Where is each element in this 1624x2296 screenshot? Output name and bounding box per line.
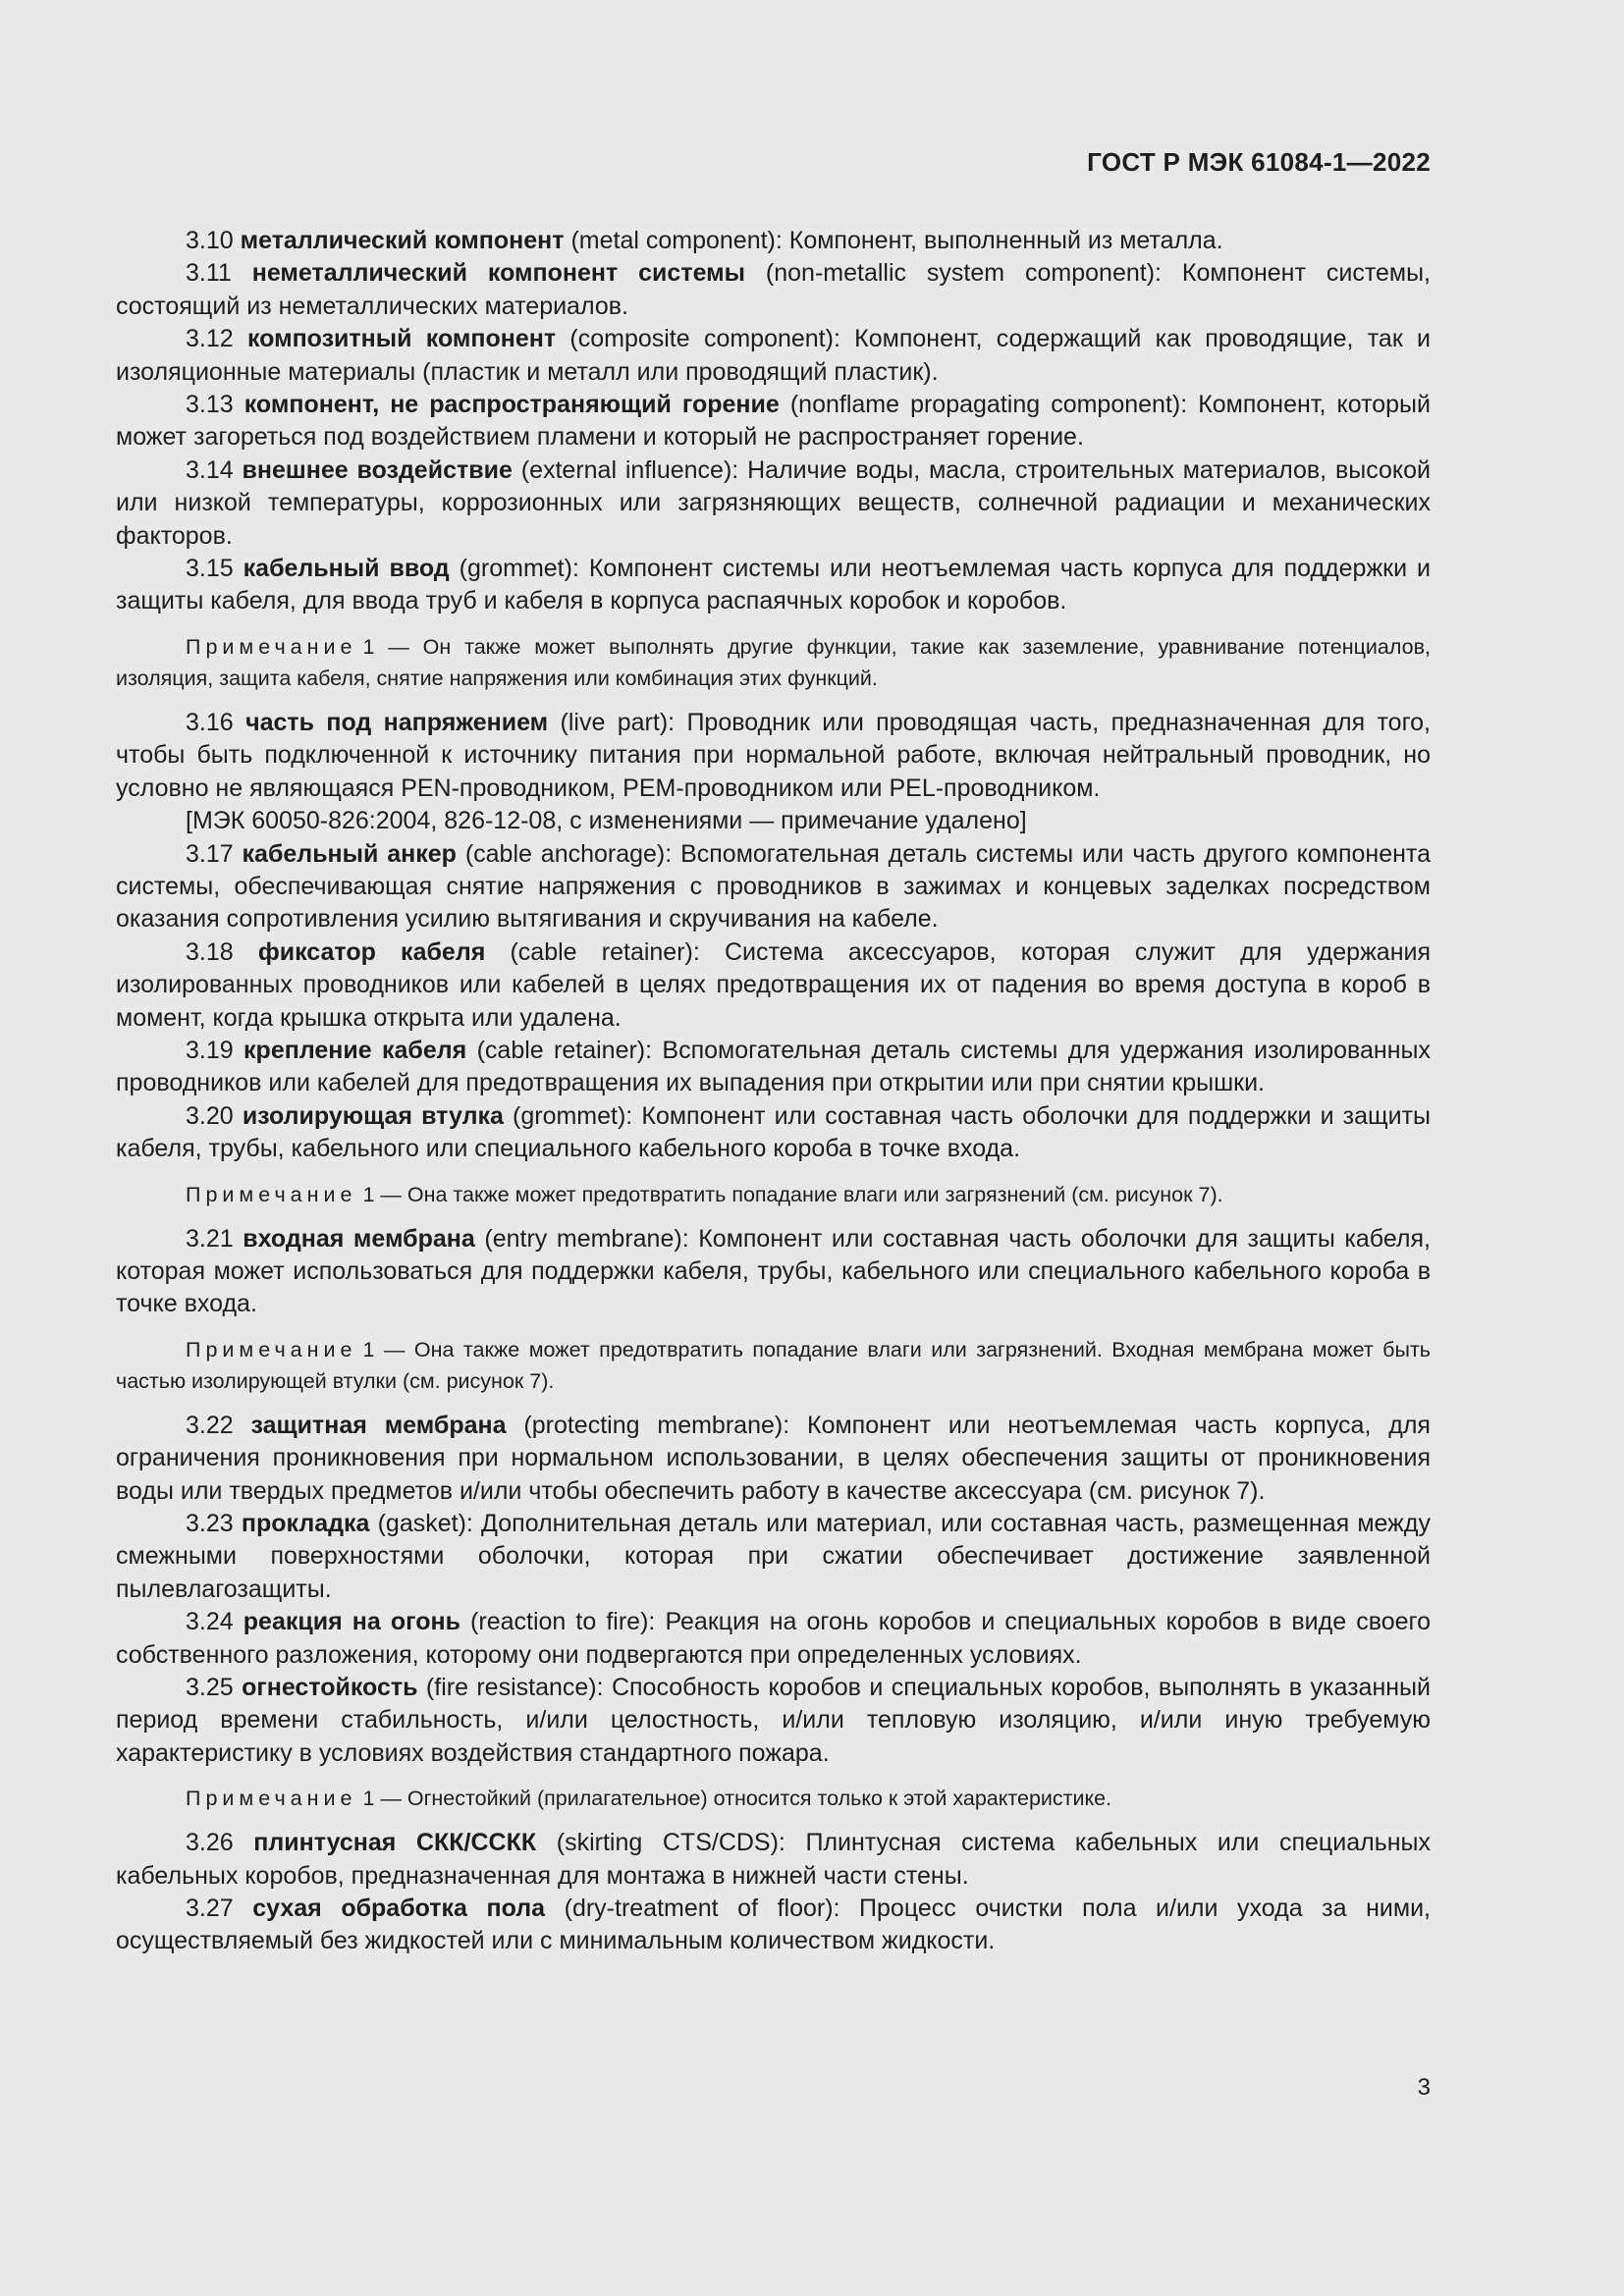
term-name: крепление кабеля: [244, 1036, 467, 1064]
term-name: неметаллический компонент системы: [251, 259, 745, 288]
term-name: кабельный ввод: [243, 555, 450, 583]
term-3-17: 3.17 кабельный анкер (cable anchorage): Вспомогательная деталь системы или часть другого компонента системы, обеспечивающая снятие напряжения с проводников в зажимах и концевых заделках посредством оказания сопротивления усилию вытягивания и скручивания на кабеле.: [116, 839, 1431, 934]
term-name: компонент, не распространяющий горение: [244, 391, 780, 419]
term-name: изолирующая втулка: [242, 1101, 504, 1130]
note-label: Примечание: [186, 1182, 357, 1206]
reference-3-16: [МЭК 60050-826:2004, 826-12-08, с изменениями — примечание удалено]: [186, 807, 1027, 835]
term-3-11: 3.11 неметаллический компонент системы (non-metallic system component): Компонент системы, состоящий из неметаллических материалов.: [116, 259, 1431, 320]
document-code-header: ГОСТ Р МЭК 61084-1—2022: [1087, 147, 1431, 177]
term-name: металлический компонент: [240, 227, 565, 254]
term-name: прокладка: [241, 1510, 370, 1537]
term-3-27: 3.27 сухая обработка пола (dry-treatment of floor): Процесс очистки пола и/или ухода за ними, осуществляемый без жидкостей или с минимальным количеством жидкости.: [116, 1895, 1431, 1955]
term-name: внешнее воздействие: [242, 455, 513, 484]
page-number: 3: [1417, 2074, 1431, 2101]
term-3-26: 3.26 плинтусная СКК/ССКК (skirting CTS/CDS): Плинтусная система кабельных или специальных кабельных коробов, предназначенная для монтажа в нижней части стены.: [116, 1829, 1431, 1890]
term-3-25: 3.25 огнестойкость (fire resistance): Способность коробов и специальных коробов, выполнять в указанный период времени стабильность, и/или целостность, и/или тепловую изоляцию, и/или иную требуемую характеристику в условиях воздействия стандартного пожара.: [116, 1674, 1431, 1767]
note-3-21: Примечание 1 — Она также может предотвратить попадание влаги или загрязнений. Входная мембрана может быть частью изолирующей втулки (см. рисунок 7).: [116, 1337, 1431, 1393]
note-label: Примечание: [186, 1337, 357, 1362]
note-label: Примечание: [186, 1787, 357, 1811]
term-name: кабельный анкер: [242, 839, 457, 868]
term-name: часть под напряжением: [245, 708, 549, 736]
note-3-25: Примечание 1 — Огнестойкий (прилагательное) относится только к этой характеристике.: [186, 1787, 1112, 1811]
term-3-24: 3.24 реакция на огонь (reaction to fire): Реакция на огонь коробов и специальных коробов в виде своего собственного разложения, которому они подвергаются при определенных условиях.: [116, 1608, 1431, 1669]
term-name: защитная мембрана: [250, 1411, 507, 1439]
term-3-21: 3.21 входная мембрана (entry membrane): Компонент или составная часть оболочки для защиты кабеля, которая может использоваться для поддержки кабеля, трубы, кабельного или специального кабельного короба в точке входа.: [116, 1224, 1431, 1318]
term-3-10: 3.10 металлический компонент (metal component): Компонент, выполненный из металла.: [186, 227, 1223, 254]
note-3-20: Примечание 1 — Она также может предотвратить попадание влаги или загрязнений (см. рисунок 7).: [186, 1182, 1223, 1206]
note-3-15: Примечание 1 — Он также может выполнять другие функции, такие как заземление, уравнивание потенциалов, изоляция, защита кабеля, снятие напряжения или комбинация этих функций.: [116, 634, 1431, 690]
term-3-22: 3.22 защитная мембрана (protecting membrane): Компонент или неотъемлемая часть корпуса, для ограничения проникновения при нормальном использовании, в целях обеспечения защиты от проникновения воды или твердых предметов и/или чтобы обеспечить работу в качестве аксессуара (см. рисунок 7).: [116, 1411, 1431, 1505]
note-label: Примечание: [186, 634, 357, 659]
term-3-23: 3.23 прокладка (gasket): Дополнительная деталь или материал, или составная часть, размещенная между смежными поверхностями оболочки, которая при сжатии обеспечивает достижение заявленной пылевлагозащиты.: [116, 1510, 1431, 1603]
term-3-15: 3.15 кабельный ввод (grommet): Компонент системы или неотъемлемая часть корпуса для поддержки и защиты кабеля, для ввода труб и кабеля в корпуса распаячных коробок и коробов.: [116, 555, 1432, 615]
term-name: реакция на огонь: [243, 1608, 460, 1636]
term-3-19: 3.19 крепление кабеля (cable retainer): Вспомогательная деталь системы для удержания изолированных проводников или кабелей для предотвращения их выпадения при открытии или при снятии крышки.: [116, 1036, 1432, 1097]
term-3-20: 3.20 изолирующая втулка (grommet): Компонент или составная часть оболочки для поддержки и защиты кабеля, трубы, кабельного или специального кабельного короба в точке входа.: [116, 1101, 1431, 1163]
term-3-18: 3.18 фиксатор кабеля (cable retainer): Система аксессуаров, которая служит для удержания изолированных проводников или кабелей в целях предотвращения их от падения во время доступа в короб в момент, когда крышка открыта или удалена.: [116, 937, 1432, 1032]
term-name: фиксатор кабеля: [257, 937, 486, 966]
term-3-14: 3.14 внешнее воздействие (external influence): Наличие воды, масла, строительных материалов, высокой или низкой температуры, коррозионных или загрязняющих веществ, солнечной радиации и механических факторов.: [116, 455, 1431, 550]
term-3-13: 3.13 компонент, не распространяющий горение (nonflame propagating component): Компонент, который может загореться под воздействием пламени и который не распространяет горение.: [116, 391, 1431, 452]
term-3-12: 3.12 композитный компонент (composite component): Компонент, содержащий как проводящие, так и изоляционные материалы (пластик и металл или проводящий пластик).: [116, 325, 1431, 386]
term-name: плинтусная СКК/ССКК: [253, 1829, 537, 1857]
term-name: композитный компонент: [246, 325, 557, 353]
term-name: входная мембрана: [243, 1224, 475, 1253]
term-name: огнестойкость: [242, 1674, 418, 1702]
terms-section: [116, 225, 1431, 1958]
term-3-16: 3.16 часть под напряжением (live part): Проводник или проводящая часть, предназначенная для того, чтобы быть подключенной к источнику питания при нормальной работе, включая нейтральный проводник, но условно не являющаяся PEN-проводником, PEM-проводником или PEL-проводником.: [116, 708, 1431, 802]
term-name: сухая обработка пола: [252, 1895, 546, 1923]
